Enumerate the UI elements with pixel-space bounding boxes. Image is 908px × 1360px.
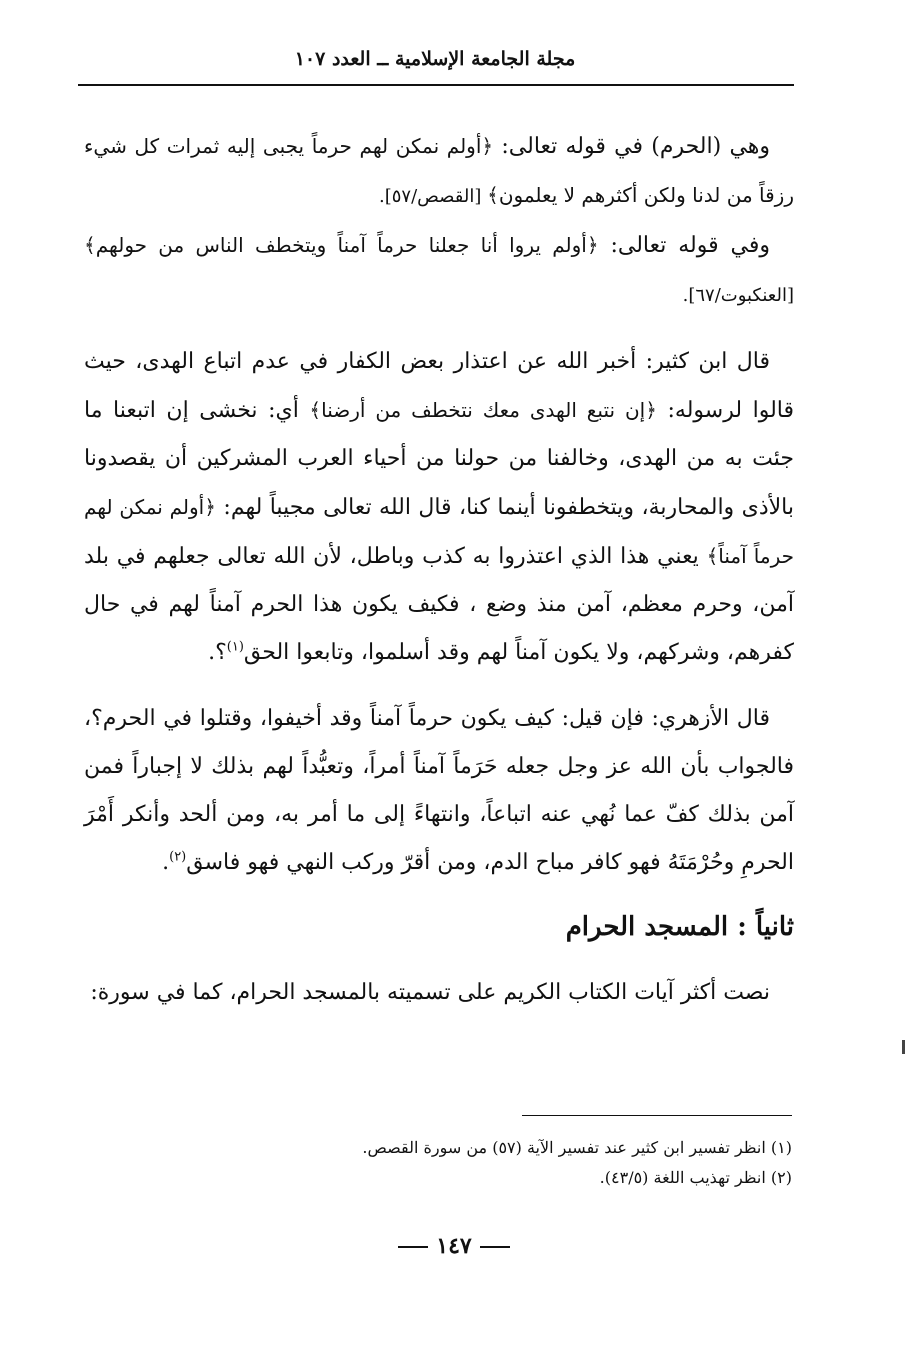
paragraph-azhari [84, 695, 794, 887]
page-number-block [0, 1233, 908, 1259]
footnote-ref-2[interactable]: (٢) [169, 849, 187, 865]
page-number: ١٤٧ [436, 1233, 472, 1259]
ibn-kathir-end: ؟. [208, 640, 227, 665]
running-header: مجلة الجامعة الإسلامية ــ العدد ١٠٧ [294, 48, 576, 70]
footnote-ref-1[interactable]: (١) [226, 639, 244, 655]
azhari-text: قال الأزهري: فإن قيل: كيف يكون حرماً آمناً وقد أخيفوا، وقتلوا في الحرم؟، فالجواب بأن الله عز وجل جعله حَرَماً آمناً أمراً، وتعبُّداً لهم بذلك لا إجباراً فمن آمن بذلك كفّ عما نُهي عنه اتباعاً، وانتهاءً إلى ما أمر به، ومن ألحد وأنكر أَمْرَ الحرمِ وحُرْمَتَهُ فهو كافر مباح الدم، ومن أقرّ وركب النهي فهو فاسق [84, 706, 794, 875]
paragraph-masjid: نصت أكثر آيات الكتاب الكريم على تسميته بالمسجد الحرام، كما في سورة: [90, 980, 770, 1005]
ibn-kathir-text-2: أي: نخشى إن اتبعنا ما جئت به من الهدى، وخالفنا من حولنا من أحياء العرب المشركين أن يقصدونا بالأذى والمحاربة، ويتخطفونا أينما كنا، قال الله تعالى مجيباً لهم: [84, 398, 795, 520]
page-number-dash-left [398, 1246, 428, 1248]
quran-verse-qasas: ﴿أولم نمكن لهم حرماً يجبى إليه ثمرات كل شيء رزقاً من لدنا ولكن أكثرهم لا يعلمون﴾ [84, 134, 794, 207]
section-heading: ثانياً : المسجد الحرام [565, 912, 794, 942]
ibn-kathir-text-3: يعني هذا الذي اعتذروا به كذب وباطل، لأن الله تعالى جعلهم في بلد آمن، وحرم معظم، آمن منذ وضع ، فكيف يكون هذا الحرم آمناً لهم في حال كفرهم، وشركهم، ولا يكون آمناً لهم وقد أسلموا، وتابعوا الحق [84, 544, 794, 665]
footnotes [84, 1133, 792, 1193]
header-rule [78, 84, 794, 86]
paragraph-2-lead: وفي قوله تعالى: [598, 233, 770, 258]
verse-reference-ankabut: [العنكبوت/٦٧]. [682, 285, 794, 306]
footnote-1: (١) انظر تفسير ابن كثير عند تفسير الآية (٥٧) من سورة القصص. [362, 1138, 792, 1157]
quran-verse-ankabut: ﴿أولم يروا أنا جعلنا حرماً آمناً ويتخطف الناس من حولهم﴾ [84, 233, 599, 257]
paragraph-1-lead: وهي (الحرم) في قوله تعالى: [493, 134, 771, 159]
paragraph-2 [84, 221, 794, 320]
main-text [84, 122, 794, 1017]
page-number-dash-right [480, 1246, 510, 1248]
azhari-end: . [162, 850, 170, 875]
paragraph-1 [84, 122, 794, 221]
verse-reference-qasas: [القصص/٥٧]. [378, 186, 488, 207]
ibn-kathir-text-1: قال ابن كثير: أخبر الله عن اعتذار بعض الكفار في عدم اتباع الهدى، حيث قالوا لرسوله: [84, 349, 795, 423]
footnote-separator [522, 1115, 792, 1116]
quran-quote-2: ﴿أولم نمكن لهم حرماً آمناً﴾ [84, 495, 794, 568]
paragraph-ibn-kathir [84, 338, 794, 677]
quran-quote-1: ﴿إن نتبع الهدى معك نتخطف من أرضنا﴾ [309, 398, 657, 422]
scan-edge-mark [902, 1040, 905, 1054]
footnote-2: (٢) انظر تهذيب اللغة (٤٣/٥). [599, 1168, 792, 1187]
